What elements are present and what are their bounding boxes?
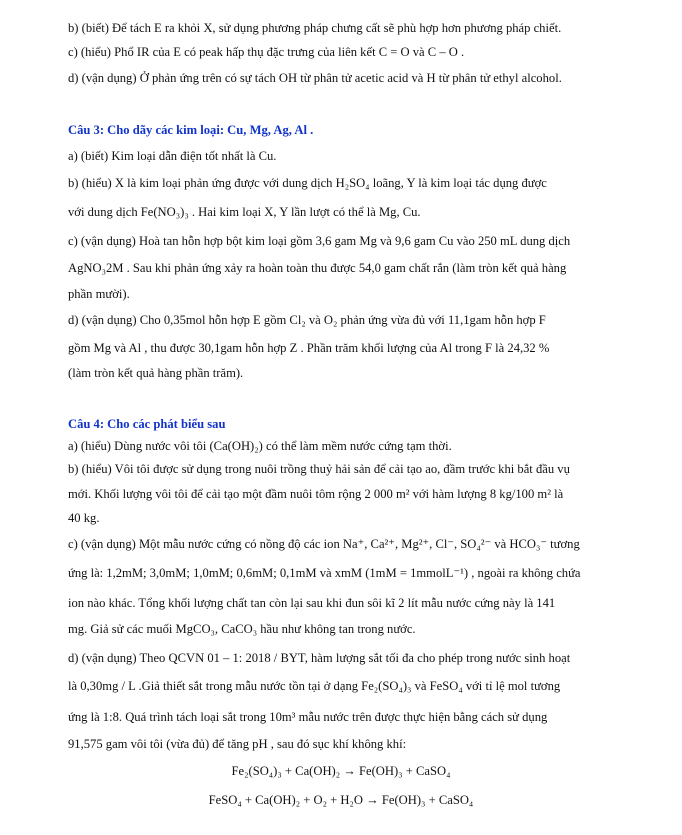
equation-2: FeSO₄ + Ca(OH)₂ + O₂ + H₂O → Fe(OH)₃ + CaSO₄: [208, 793, 474, 807]
statement-d-q4-line1: d) (vận dụng) Theo QCVN 01 – 1: 2018 / BYT, hàm lượng sắt tối đa cho phép trong nước sinh hoạt: [68, 651, 571, 665]
question-3-heading: Câu 3: Cho dãy các kim loại: Cu, Mg, Ag, Al .: [68, 123, 314, 137]
statement-c-q3-line2: AgNO₃2M . Sau khi phản ứng xảy ra hoàn toàn thu được 54,0 gam chất rắn (làm tròn kết quả hàng: [68, 261, 567, 275]
statement-c-q4-line1: c) (vận dụng) Một mẫu nước cứng có nồng độ các ion Na⁺, Ca²⁺, Mg²⁺, Cl⁻, SO₄²⁻ và HCO₃⁻ tương: [68, 537, 580, 551]
statement-a-q3: a) (biết) Kim loại dẫn điện tốt nhất là Cu.: [68, 149, 277, 163]
statement-c-q4-line3: ion nào khác. Tổng khối lượng chất tan còn lại sau khi đun sôi kĩ 2 lít mẫu nước cứng này là 141: [68, 596, 556, 610]
statement-b-q4-line3: 40 kg.: [68, 511, 100, 525]
statement-d-q4-line2: là 0,30mg / L .Giả thiết sắt trong mẫu nước tồn tại ở dạng Fe₂(SO₄)₃ và FeSO₄ với tỉ lệ mol tương: [68, 679, 561, 693]
statement-c-q3-line3: phần mười).: [68, 287, 130, 301]
statement-d-q3-line1: d) (vận dụng) Cho 0,35mol hỗn hợp E gồm Cl₂ và O₂ phản ứng vừa đủ với 11,1gam hỗn hợp F: [68, 313, 546, 327]
statement-b-q3-line2: với dung dịch Fe(NO₃)₃ . Hai kim loại X, Y lần lượt có thể là Mg, Cu.: [68, 205, 421, 219]
statement-c-q4-line4: mg. Giả sử các muối MgCO₃, CaCO₃ hầu như không tan trong nước.: [68, 622, 416, 636]
statement-d-q4-line4: 91,575 gam vôi tôi (vừa đủ) để tăng pH , sau đó sục khí không khí:: [68, 737, 407, 751]
statement-a-q4: a) (hiểu) Dùng nước vôi tôi (Ca(OH)₂) có thể làm mềm nước cứng tạm thời.: [68, 439, 452, 453]
statement-c-q4-line2: ứng là: 1,2mM; 3,0mM; 1,0mM; 0,6mM; 0,1mM và xmM (1mM = 1mmolL⁻¹) , ngoài ra không chứa: [68, 566, 581, 580]
statement-b-q4-line2: mới. Khối lượng vôi tôi để cải tạo một đầm nuôi tôm rộng 2 000 m² với hàm lượng 8 kg/100 m² là: [68, 487, 564, 501]
statement-d-q3-line3: (làm tròn kết quả hàng phần trăm).: [68, 366, 244, 380]
equation-1: Fe₂(SO₄)₃ + Ca(OH)₂ → Fe(OH)₃ + CaSO₄: [231, 764, 451, 778]
statement-c-q3-line1: c) (vận dụng) Hoà tan hỗn hợp bột kim loại gồm 3,6 gam Mg và 9,6 gam Cu vào 250 mL dung dịch: [68, 234, 571, 248]
statement-d-q3-line2: gồm Mg và Al , thu được 30,1gam hỗn hợp Z . Phần trăm khối lượng của Al trong F là 24,32 %: [68, 341, 550, 355]
question-4-heading: Câu 4: Cho các phát biểu sau: [68, 417, 226, 431]
statement-d-q4-line3: ứng là 1:8. Quá trình tách loại sắt trong 10m³ mẫu nước trên được thực hiện bằng cách sử dụng: [68, 710, 548, 724]
statement-d-q2: d) (vận dụng) Ở phản ứng trên có sự tách OH từ phân tử acetic acid và H từ phân tử ethyl alcohol.: [68, 71, 562, 85]
statement-b-q2: b) (biết) Để tách E ra khỏi X, sử dụng phương pháp chưng cất sẽ phù hợp hơn phương pháp chiết.: [68, 21, 562, 35]
statement-c-q2: c) (hiểu) Phổ IR của E có peak hấp thụ đặc trưng của liên kết C = O và C – O .: [68, 45, 465, 59]
statement-b-q4-line1: b) (hiểu) Vôi tôi được sử dụng trong nuôi trồng thuỷ hải sản để cải tạo ao, đầm trước khi bắt đầu vụ: [68, 462, 570, 476]
statement-b-q3-line1: b) (hiểu) X là kim loại phản ứng được với dung dịch H₂SO₄ loãng, Y là kim loại tác dụng được: [68, 176, 547, 190]
